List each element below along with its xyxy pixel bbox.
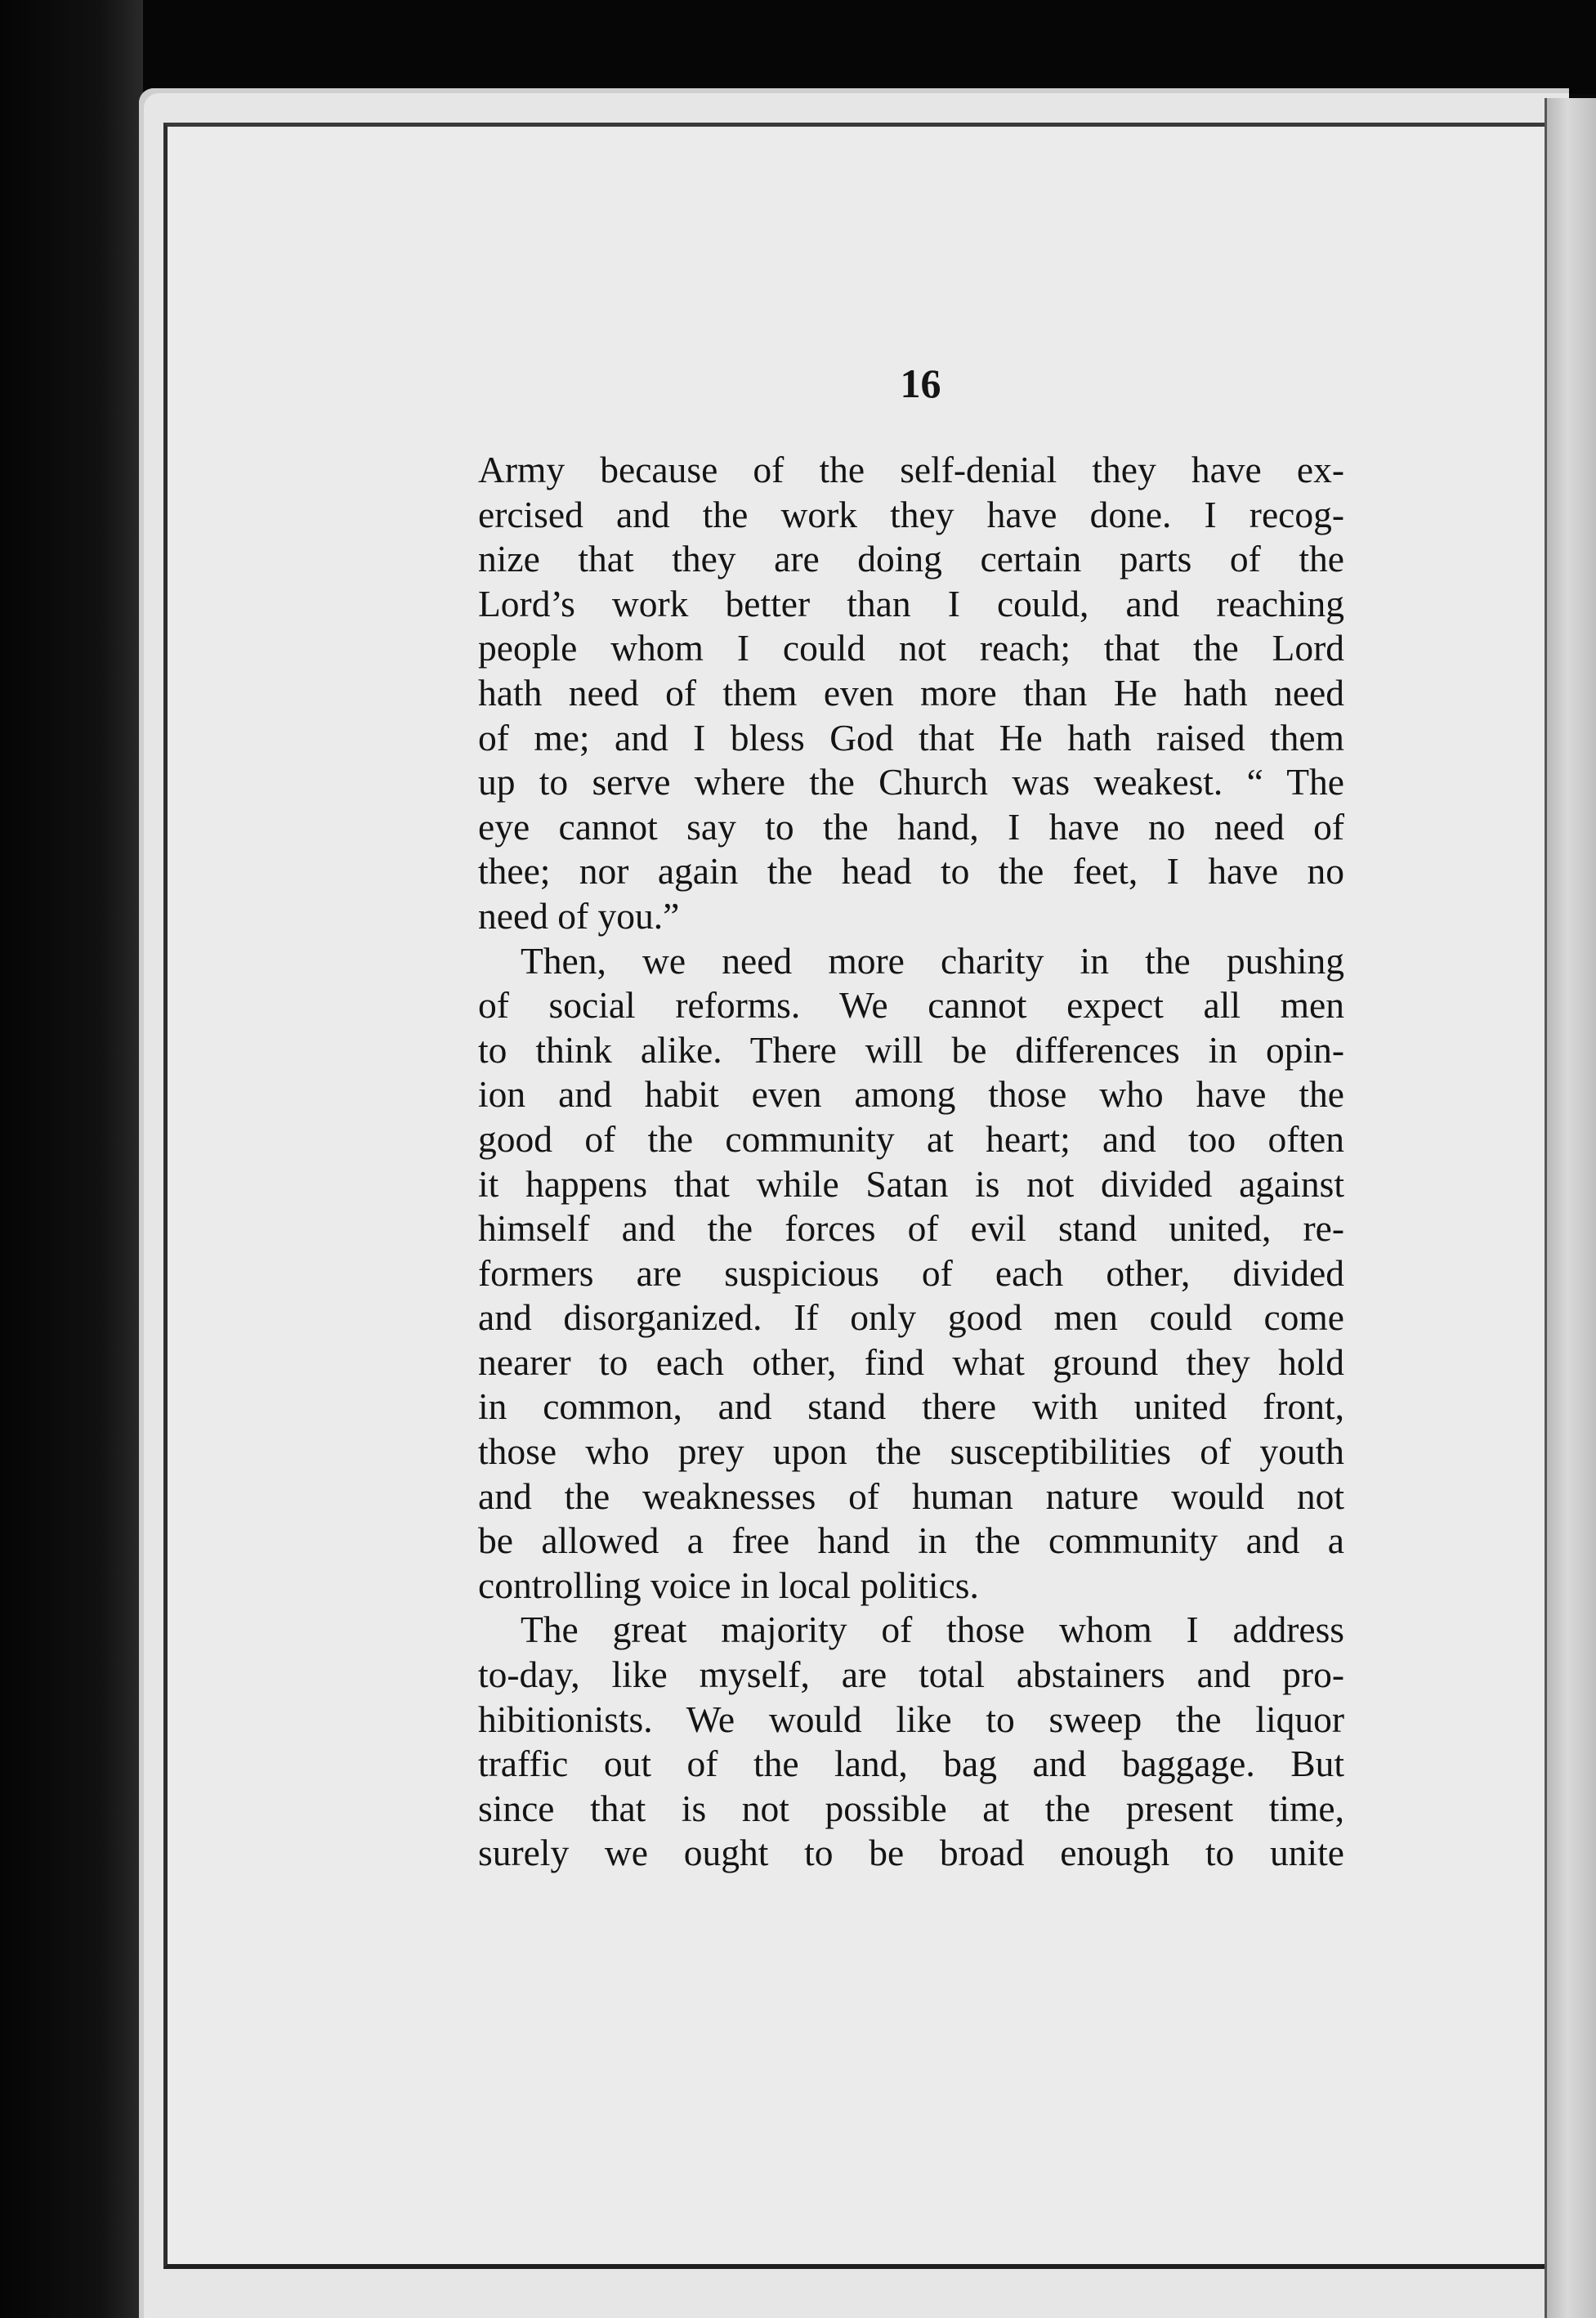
text-line: up to serve where the Church was weakest. “ The bbox=[478, 761, 1344, 803]
text-line: The great majority of those whom I address bbox=[521, 1609, 1344, 1651]
text-line: since that is not possible at the present time, bbox=[478, 1787, 1344, 1829]
text-line: it happens that while Satan is not divided against bbox=[478, 1162, 1344, 1205]
text-line: hibitionists. We would like to sweep the liquor bbox=[478, 1698, 1344, 1740]
text-line: nize that they are doing certain parts of the bbox=[478, 538, 1344, 580]
text-line: of social reforms. We cannot expect all men bbox=[478, 984, 1344, 1027]
text-line: ion and habit even among those who have the bbox=[478, 1073, 1344, 1116]
text-line: and disorganized. If only good men could come bbox=[478, 1296, 1344, 1339]
scan-border-top bbox=[0, 0, 1596, 94]
text-line: Then, we need more charity in the pushing bbox=[521, 939, 1344, 982]
text-line: Army because of the self-denial they have ex- bbox=[478, 449, 1344, 490]
text-line: controlling voice in local politics. bbox=[478, 1564, 979, 1606]
text-line: nearer to each other, find what ground they hold bbox=[478, 1340, 1344, 1383]
text-line: and the weaknesses of human nature would not bbox=[478, 1474, 1344, 1517]
text-line: thee; nor again the head to the feet, I have no bbox=[478, 850, 1344, 893]
text-line: traffic out of the land, bag and baggage. But bbox=[478, 1743, 1344, 1785]
body-text bbox=[478, 448, 1344, 1876]
text-line: of me; and I bless God that He hath raised them bbox=[478, 716, 1344, 758]
text-line: formers are suspicious of each other, divided bbox=[478, 1251, 1344, 1294]
text-line: need of you.” bbox=[478, 894, 680, 937]
text-line: to-day, like myself, are total abstainers and pro- bbox=[478, 1653, 1344, 1696]
text-line: Lord’s work better than I could, and reaching bbox=[478, 582, 1344, 624]
scan-border-left bbox=[0, 0, 143, 2318]
text-line: to think alike. There will be differences in opin- bbox=[478, 1028, 1344, 1071]
text-line: be allowed a free hand in the community and a bbox=[478, 1519, 1344, 1562]
text-line: himself and the forces of evil stand united, re- bbox=[478, 1207, 1344, 1250]
facing-page-edge bbox=[1545, 98, 1596, 2318]
text-line: surely we ought to be broad enough to unite bbox=[478, 1832, 1344, 1874]
page-number: 16 bbox=[900, 360, 941, 406]
text-line: good of the community at heart; and too often bbox=[478, 1117, 1344, 1160]
text-line: those who prey upon the susceptibilities of youth bbox=[478, 1430, 1344, 1473]
text-line: in common, and stand there with united front, bbox=[478, 1385, 1344, 1428]
text-line: people whom I could not reach; that the Lord bbox=[478, 627, 1344, 669]
text-line: eye cannot say to the hand, I have no need of bbox=[478, 805, 1344, 848]
text-line: hath need of them even more than He hath need bbox=[478, 671, 1344, 714]
text-line: ercised and the work they have done. I recog- bbox=[478, 493, 1344, 535]
